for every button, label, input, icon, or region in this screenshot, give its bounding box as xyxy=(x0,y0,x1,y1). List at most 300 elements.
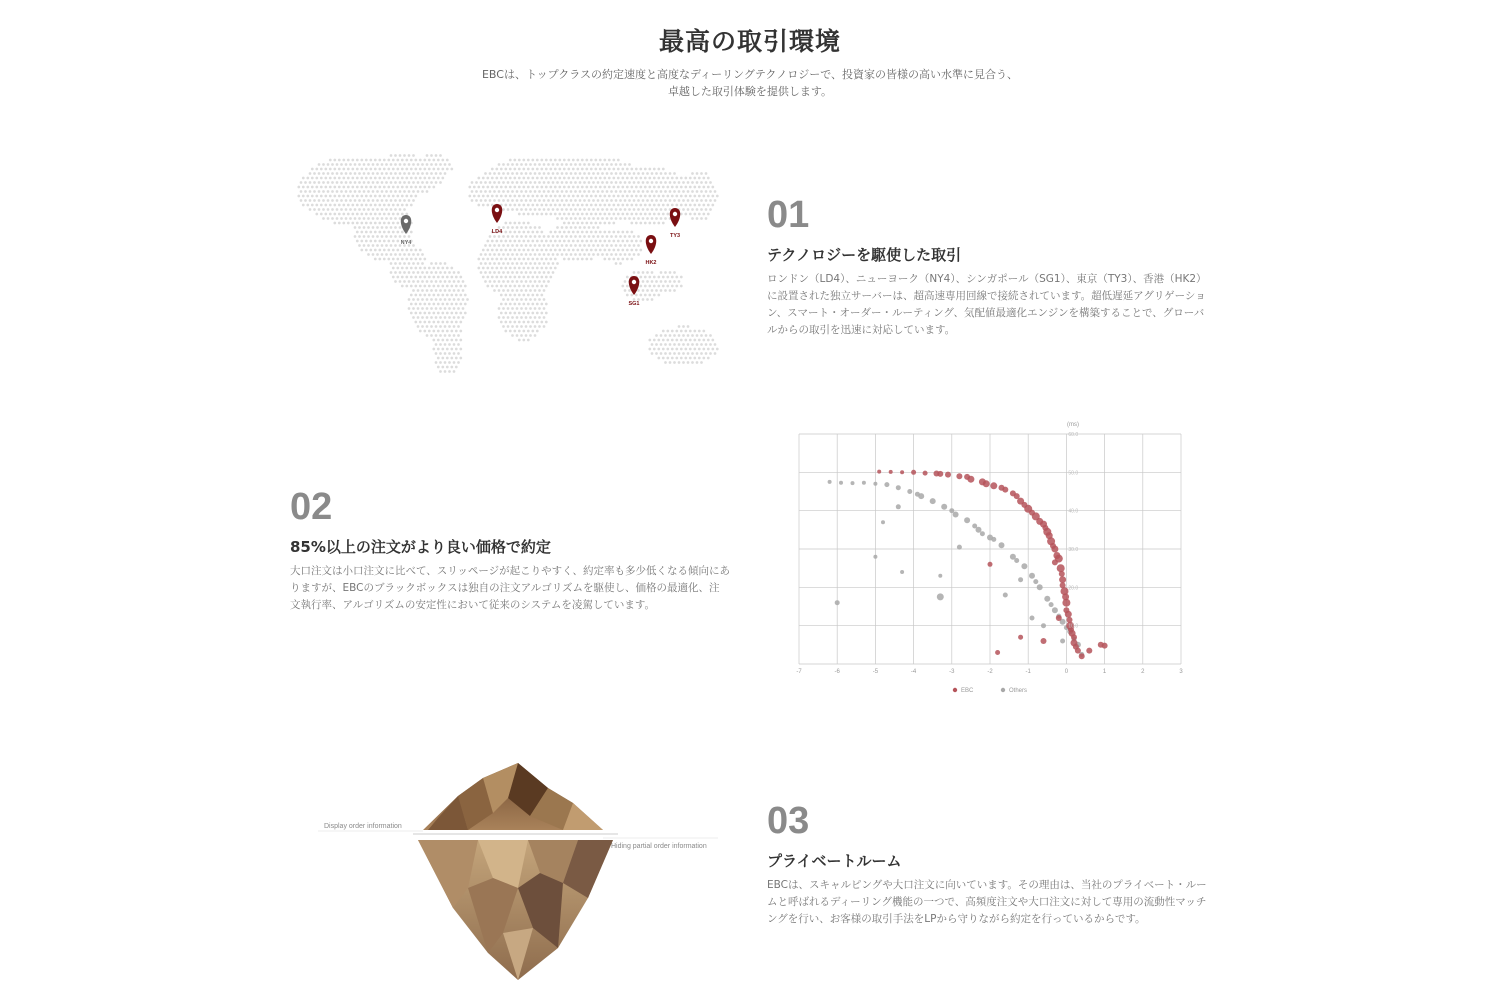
map-dot xyxy=(428,276,431,279)
map-dot xyxy=(408,298,411,301)
map-dot xyxy=(504,177,507,180)
chart-point-ebc xyxy=(1021,502,1027,508)
map-dot xyxy=(336,199,339,202)
map-dot xyxy=(565,190,568,193)
map-dot xyxy=(502,199,505,202)
map-dot xyxy=(619,262,622,265)
chart-point-ebc xyxy=(1052,559,1058,565)
map-dot xyxy=(585,240,588,243)
map-dot xyxy=(529,262,532,265)
map-dot xyxy=(581,195,584,198)
map-dot xyxy=(363,181,366,184)
map-dot xyxy=(464,303,467,306)
map-dot xyxy=(583,181,586,184)
map-dot xyxy=(525,262,528,265)
map-dot xyxy=(592,244,595,247)
map-dot xyxy=(588,172,591,175)
map-dot xyxy=(378,222,381,225)
map-dot xyxy=(633,253,636,256)
map-dot xyxy=(419,249,422,252)
map-dot xyxy=(525,190,528,193)
map-dot xyxy=(482,249,485,252)
map-dot xyxy=(374,204,377,207)
map-dot xyxy=(336,172,339,175)
chart-point-others xyxy=(900,570,904,574)
map-dot xyxy=(536,204,539,207)
map-dot xyxy=(594,231,597,234)
map-dot xyxy=(401,231,404,234)
map-dot xyxy=(340,217,343,220)
map-dot xyxy=(455,276,458,279)
map-dot xyxy=(592,199,595,202)
map-dot xyxy=(545,285,548,288)
map-dot xyxy=(567,213,570,216)
map-dot xyxy=(367,253,370,256)
map-dot xyxy=(439,262,442,265)
map-dot xyxy=(642,298,645,301)
map-dot xyxy=(331,190,334,193)
map-dot xyxy=(619,208,622,211)
map-dot xyxy=(342,177,345,180)
map-dot xyxy=(491,195,494,198)
map-dot xyxy=(651,289,654,292)
map-dot xyxy=(684,339,687,342)
map-dot xyxy=(525,280,528,283)
map-dot xyxy=(615,253,618,256)
map-dot xyxy=(347,186,350,189)
map-dot xyxy=(520,262,523,265)
feature-title: テクノロジーを駆使した取引 xyxy=(767,246,962,264)
map-dot xyxy=(671,177,674,180)
map-dot xyxy=(549,204,552,207)
map-dot xyxy=(603,222,606,225)
map-dot xyxy=(457,280,460,283)
map-dot xyxy=(648,213,651,216)
map-dot xyxy=(511,289,514,292)
map-dot xyxy=(441,168,444,171)
map-dot xyxy=(426,280,429,283)
map-dot xyxy=(390,217,393,220)
map-dot xyxy=(628,208,631,211)
map-dot xyxy=(597,199,600,202)
map-dot xyxy=(453,298,456,301)
map-dot xyxy=(502,289,505,292)
map-dot xyxy=(579,199,582,202)
map-dot xyxy=(615,190,618,193)
map-dot xyxy=(520,199,523,202)
map-dot xyxy=(543,208,546,211)
map-dot xyxy=(558,168,561,171)
map-dot xyxy=(581,258,584,261)
map-dot xyxy=(558,195,561,198)
map-dot xyxy=(527,339,530,342)
map-dot xyxy=(509,195,512,198)
map-dot xyxy=(383,249,386,252)
map-dot xyxy=(324,177,327,180)
map-dot xyxy=(572,213,575,216)
map-dot xyxy=(518,330,521,333)
map-dot xyxy=(360,159,363,162)
map-dot xyxy=(534,325,537,328)
map-dot xyxy=(394,235,397,238)
map-dot xyxy=(455,339,458,342)
map-dot xyxy=(387,168,390,171)
map-dot xyxy=(520,244,523,247)
map-dot xyxy=(635,168,638,171)
map-dot xyxy=(603,231,606,234)
map-dot xyxy=(554,213,557,216)
world-map xyxy=(288,136,738,391)
map-dot xyxy=(340,172,343,175)
map-dot xyxy=(419,177,422,180)
map-dot xyxy=(583,172,586,175)
map-dot xyxy=(464,285,467,288)
map-dot xyxy=(626,258,629,261)
map-dot xyxy=(437,330,440,333)
map-dot xyxy=(624,190,627,193)
map-dot xyxy=(414,294,417,297)
map-dot xyxy=(448,316,451,319)
map-dot xyxy=(349,199,352,202)
map-dot xyxy=(414,312,417,315)
map-dot xyxy=(513,222,516,225)
map-dot xyxy=(394,181,397,184)
map-dot xyxy=(378,213,381,216)
map-dot xyxy=(349,217,352,220)
map-dot xyxy=(446,285,449,288)
map-dot xyxy=(684,357,687,360)
map-dot xyxy=(662,222,665,225)
map-dot xyxy=(671,330,674,333)
map-dot xyxy=(639,285,642,288)
map-dot xyxy=(435,361,438,364)
map-dot xyxy=(500,321,503,324)
map-dot xyxy=(574,226,577,229)
map-dot xyxy=(354,208,357,211)
map-dot xyxy=(687,352,690,355)
map-dot xyxy=(543,163,546,166)
map-dot xyxy=(561,253,564,256)
map-dot xyxy=(606,244,609,247)
map-dot xyxy=(414,159,417,162)
map-dot xyxy=(536,285,539,288)
map-dot xyxy=(707,177,710,180)
map-dot xyxy=(376,226,379,229)
map-dot xyxy=(597,172,600,175)
map-dot xyxy=(356,240,359,243)
map-dot xyxy=(538,271,541,274)
map-dot xyxy=(372,199,375,202)
map-dot xyxy=(509,285,512,288)
map-dot xyxy=(520,316,523,319)
map-dot xyxy=(678,199,681,202)
legend-item-ebc xyxy=(953,688,974,694)
map-dot xyxy=(624,289,627,292)
map-dot xyxy=(504,249,507,252)
map-dot xyxy=(493,235,496,238)
map-dot xyxy=(603,168,606,171)
map-dot xyxy=(680,357,683,360)
map-dot xyxy=(585,231,588,234)
map-dot xyxy=(509,204,512,207)
map-dot xyxy=(513,186,516,189)
map-dot xyxy=(502,316,505,319)
map-dot xyxy=(531,258,534,261)
map-dot xyxy=(459,357,462,360)
map-dot xyxy=(394,262,397,265)
map-dot xyxy=(547,271,550,274)
map-dot xyxy=(666,330,669,333)
map-dot xyxy=(518,159,521,162)
map-dot xyxy=(592,253,595,256)
map-dot xyxy=(439,271,442,274)
map-dot xyxy=(426,271,429,274)
map-dot xyxy=(509,294,512,297)
map-dot xyxy=(565,235,568,238)
map-dot xyxy=(365,231,368,234)
map-dot xyxy=(561,181,564,184)
map-dot xyxy=(500,249,503,252)
map-dot xyxy=(597,163,600,166)
map-dot xyxy=(583,208,586,211)
chart-point-others xyxy=(937,593,944,600)
map-dot xyxy=(612,222,615,225)
map-dot xyxy=(655,334,658,337)
map-dot xyxy=(590,177,593,180)
map-dot xyxy=(556,217,559,220)
map-dot xyxy=(421,298,424,301)
map-dot xyxy=(588,208,591,211)
map-dot xyxy=(421,271,424,274)
map-dot xyxy=(563,231,566,234)
map-dot xyxy=(381,172,384,175)
map-dot xyxy=(590,168,593,171)
map-dot xyxy=(385,253,388,256)
map-dot xyxy=(693,213,696,216)
map-dot xyxy=(435,181,438,184)
map-dot xyxy=(635,240,638,243)
map-dot xyxy=(518,231,521,234)
map-dot xyxy=(491,249,494,252)
map-dot xyxy=(453,370,456,373)
map-dot xyxy=(630,186,633,189)
chart-point-others xyxy=(881,520,885,524)
map-dot xyxy=(396,177,399,180)
map-dot xyxy=(642,199,645,202)
map-pin-label: LD4 xyxy=(491,229,503,235)
map-dot xyxy=(374,231,377,234)
map-dot xyxy=(558,213,561,216)
map-dot xyxy=(538,253,541,256)
map-dot xyxy=(511,253,514,256)
map-dot xyxy=(360,195,363,198)
map-dot xyxy=(563,186,566,189)
map-dot xyxy=(606,172,609,175)
map-dot xyxy=(507,235,510,238)
map-dot xyxy=(311,195,314,198)
map-dot xyxy=(531,213,534,216)
map-dot xyxy=(513,330,516,333)
map-dot xyxy=(525,298,528,301)
map-dot xyxy=(381,181,384,184)
map-dot xyxy=(693,186,696,189)
map-dot xyxy=(655,352,658,355)
map-dot xyxy=(399,190,402,193)
map-dot xyxy=(527,276,530,279)
map-dot xyxy=(626,249,629,252)
map-dot xyxy=(653,285,656,288)
map-dot xyxy=(534,199,537,202)
map-dot xyxy=(534,262,537,265)
map-dot xyxy=(648,195,651,198)
map-dot xyxy=(579,208,582,211)
map-dot xyxy=(338,222,341,225)
map-dot xyxy=(304,190,307,193)
map-dot xyxy=(430,172,433,175)
map-dot xyxy=(660,181,663,184)
map-dot xyxy=(430,316,433,319)
map-dot xyxy=(678,361,681,364)
map-dot xyxy=(594,249,597,252)
map-dot xyxy=(491,240,494,243)
map-dot xyxy=(419,330,422,333)
map-dot xyxy=(574,199,577,202)
map-dot xyxy=(300,199,303,202)
map-dot xyxy=(462,316,465,319)
map-dot xyxy=(536,177,539,180)
map-dot xyxy=(594,177,597,180)
feature-title: 85%以上の注文がより良い価格で約定 xyxy=(290,538,551,556)
map-dot xyxy=(655,172,658,175)
map-dot xyxy=(646,172,649,175)
map-dot xyxy=(588,244,591,247)
map-dot xyxy=(552,190,555,193)
map-dot xyxy=(545,159,548,162)
feature-number: 02 xyxy=(290,486,333,528)
map-dot xyxy=(450,339,453,342)
map-dot xyxy=(617,195,620,198)
map-dot xyxy=(630,240,633,243)
map-dot xyxy=(608,231,611,234)
map-dot xyxy=(450,330,453,333)
map-dot xyxy=(671,186,674,189)
map-dot xyxy=(336,208,339,211)
map-dot xyxy=(354,181,357,184)
map-dot xyxy=(545,204,548,207)
feature-better-price xyxy=(290,487,730,614)
map-dot xyxy=(664,181,667,184)
map-dot xyxy=(345,181,348,184)
map-dot xyxy=(579,172,582,175)
map-dot xyxy=(543,289,546,292)
map-dot xyxy=(545,186,548,189)
map-dot xyxy=(540,231,543,234)
map-dot xyxy=(356,168,359,171)
map-dot xyxy=(687,325,690,328)
map-dot xyxy=(617,186,620,189)
map-dot xyxy=(392,204,395,207)
map-dot xyxy=(579,163,582,166)
map-dot xyxy=(707,186,710,189)
map-dot xyxy=(410,231,413,234)
map-dot xyxy=(538,280,541,283)
map-dot xyxy=(714,190,717,193)
map-dot xyxy=(450,348,453,351)
map-dot xyxy=(536,321,539,324)
map-dot xyxy=(381,208,384,211)
map-dot xyxy=(498,199,501,202)
chart-point-others xyxy=(1030,616,1035,621)
map-dot xyxy=(309,181,312,184)
map-dot xyxy=(320,186,323,189)
map-dot xyxy=(441,330,444,333)
map-dot xyxy=(300,181,303,184)
map-dot xyxy=(401,267,404,270)
map-dot xyxy=(439,325,442,328)
map-dot xyxy=(554,258,557,261)
map-dot xyxy=(462,298,465,301)
map-dot xyxy=(426,334,429,337)
map-dot xyxy=(606,199,609,202)
map-dot xyxy=(648,285,651,288)
map-dot xyxy=(531,312,534,315)
map-dot xyxy=(563,204,566,207)
map-dot xyxy=(700,334,703,337)
map-dot xyxy=(392,168,395,171)
map-dot xyxy=(608,249,611,252)
map-dot xyxy=(536,231,539,234)
map-dot xyxy=(576,168,579,171)
map-dot xyxy=(399,226,402,229)
map-dot xyxy=(567,222,570,225)
map-dot xyxy=(534,172,537,175)
map-dot xyxy=(493,172,496,175)
map-dot xyxy=(556,262,559,265)
map-dot xyxy=(570,208,573,211)
map-dot xyxy=(527,204,530,207)
map-dot xyxy=(430,154,433,157)
map-dot xyxy=(698,330,701,333)
chart-xtick: -5 xyxy=(872,669,879,675)
map-dot xyxy=(716,195,719,198)
map-dot xyxy=(457,298,460,301)
map-dot xyxy=(327,181,330,184)
map-dot xyxy=(574,172,577,175)
map-dot xyxy=(453,334,456,337)
map-dot xyxy=(495,186,498,189)
map-dot xyxy=(322,172,325,175)
map-dot xyxy=(700,361,703,364)
map-dot xyxy=(689,177,692,180)
map-dot xyxy=(453,361,456,364)
map-dot xyxy=(621,186,624,189)
map-dot xyxy=(439,352,442,355)
map-dot xyxy=(664,271,667,274)
map-dot xyxy=(642,190,645,193)
map-dot xyxy=(509,231,512,234)
map-dot xyxy=(367,226,370,229)
chart-ytick: 50.0 xyxy=(1068,470,1079,477)
map-dot xyxy=(635,186,638,189)
map-dot xyxy=(556,244,559,247)
chart-point-others xyxy=(964,517,970,523)
map-dot xyxy=(657,294,660,297)
map-dot xyxy=(412,163,415,166)
map-dot xyxy=(572,186,575,189)
map-dot xyxy=(635,249,638,252)
map-dot xyxy=(426,307,429,310)
map-dot xyxy=(486,177,489,180)
